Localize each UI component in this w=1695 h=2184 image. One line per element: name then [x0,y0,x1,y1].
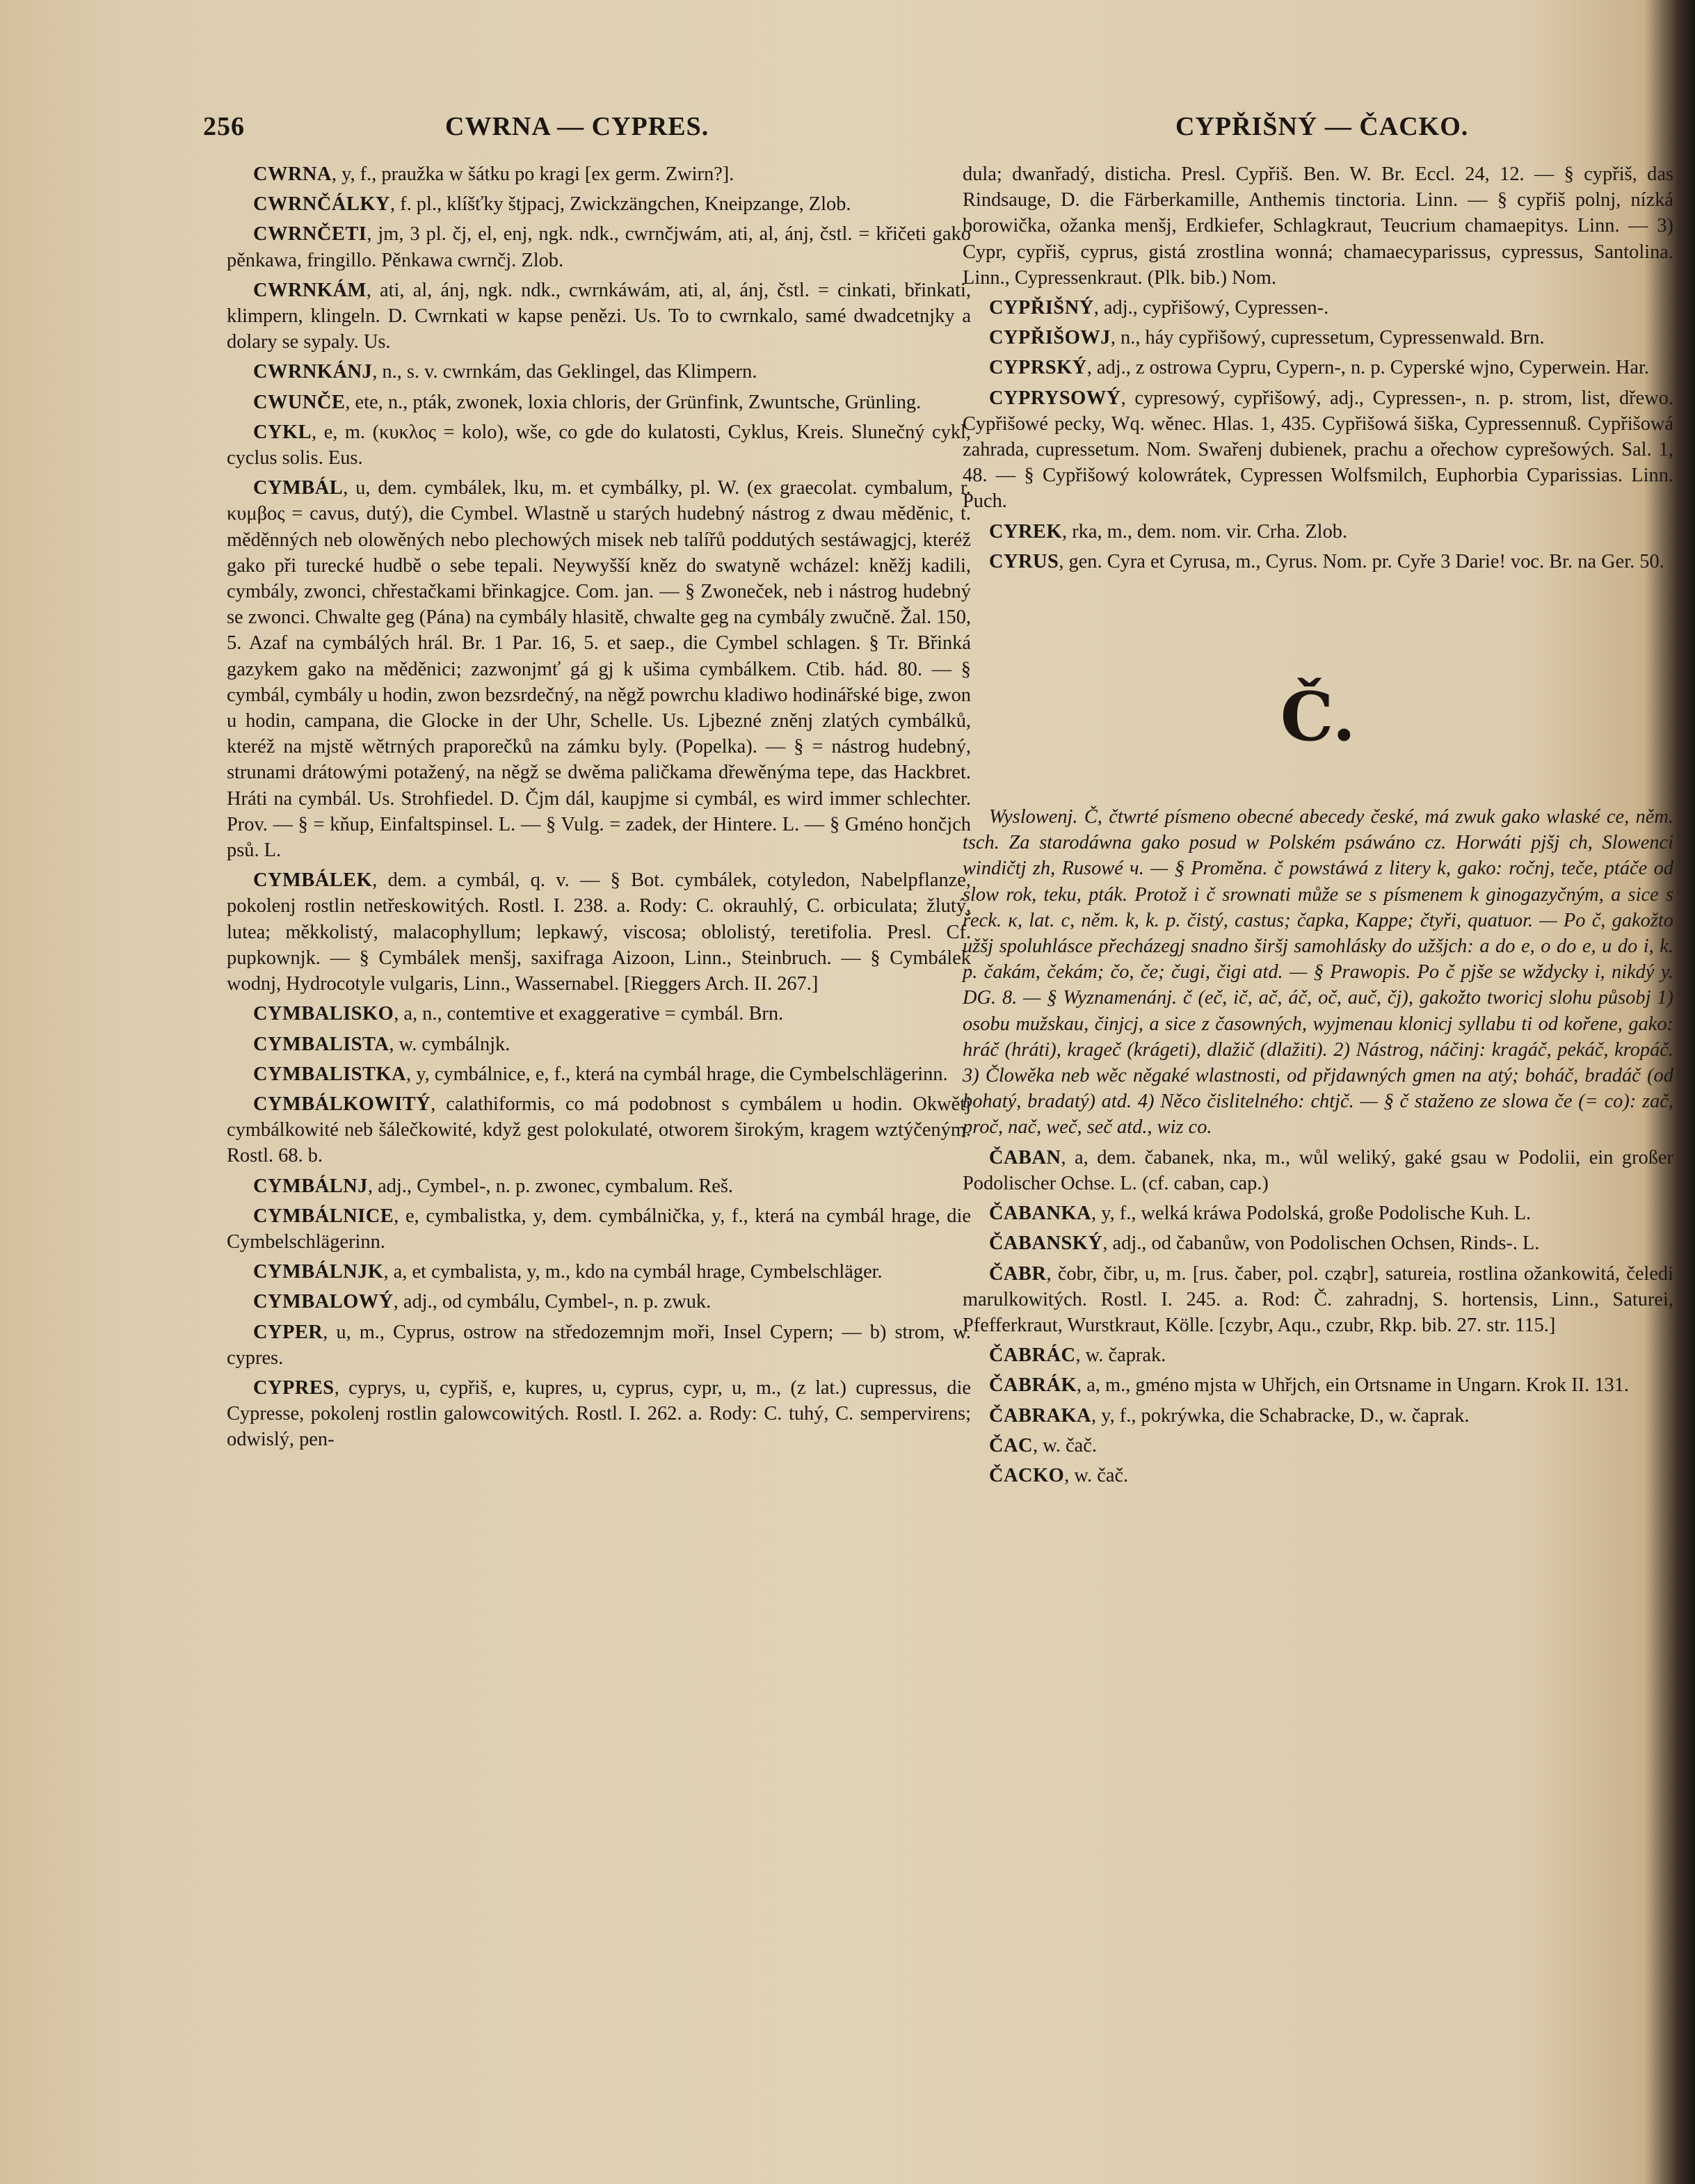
dictionary-entry [963,1145,1673,1196]
dictionary-entry [963,1261,1673,1339]
dictionary-entry [227,1319,971,1371]
dictionary-entry [963,1342,1673,1368]
dictionary-entry [963,1403,1673,1429]
dictionary-entry [227,278,971,355]
dictionary-entry [963,1463,1673,1488]
entry-headword: CYREK [989,520,1063,543]
entry-headword: CYMBALISTKA [253,1063,407,1085]
entry-headword: CYMBÁLEK [253,869,373,892]
dictionary-entry [963,355,1673,380]
dictionary-entry [963,1230,1673,1256]
entry-headword: ČABAN [989,1146,1061,1169]
dictionary-entry [963,1201,1673,1226]
dictionary-entry [227,1259,971,1285]
entry-headword: ČABRAKA [989,1404,1092,1427]
entry-headword: CYPRYSOWÝ [989,387,1121,409]
dictionary-entry [963,385,1673,515]
dictionary-entry [227,1001,971,1027]
entry-text: , rka, m., dem. nom. vir. Crha. Zlob. [1062,520,1348,543]
dictionary-entry [963,549,1673,575]
entry-text: , adj., z ostrowa Cypru, Cypern-, n. p. Cyperské wjno, Cyperwein. Har. [1086,357,1649,379]
entry-headword: CYPRES [253,1376,335,1399]
entry-headword: CYMBÁLKOWITÝ [253,1093,431,1115]
right-running-head: CYPŘIŠNÝ — ČACKO. [1175,112,1469,141]
section-letter: Č. [1280,677,1356,757]
dictionary-entry [227,419,971,471]
left-column [227,161,971,1457]
entry-headword: CYPRSKÝ [989,357,1087,379]
dictionary-entry [227,867,971,997]
dictionary-entry [227,1375,971,1453]
entry-headword: CYMBALISKO [253,1003,394,1025]
entry-text: , adj., cypřišowý, Cypressen-. [1093,297,1329,319]
entry-text: , y, cymbálnice, e, f., která na cymbál hrage, die Cymbelschlägerinn. [406,1063,948,1085]
entry-headword: CWRNČETI [253,223,367,246]
entry-text: , ete, n., pták, zwonek, loxia chloris, der Grünfink, Zwuntsche, Grünling. [345,391,922,413]
entry-text: , f. pl., klíšťky štjpacj, Zwickzängchen, Kneipzange, Zlob. [389,193,851,216]
entry-headword: CYPŘIŠNÝ [989,297,1094,319]
dictionary-entry [227,359,971,385]
entry-text: , cypresowý, cypřišowý, adj., Cypressen-, n. p. strom, list, dřewo. Cypřišowé pecky, Wq. wěnec. Hlas. 1, 435. Cypřišowá šiška, Cypressennuß. Cypřišowá zahrada, cupressetum. Nom. Swařenj dubienek, prachu a ořechow cyprešowých. Sal. 1, 48. — § Cypřišowý kolowrátek, Cypressen Wolfsmilch, Euphorbia Cyparissias. Linn. Puch. [963,387,1673,513]
dictionary-entry [963,161,1673,291]
dictionary-entry [227,390,971,415]
entry-text: , y, f., praužka w šátku po kragi [ex germ. Zwirn?]. [331,163,734,185]
entry-text: , a, et cymbalista, y, m., kdo na cymbál hrage, Cymbelschläger. [383,1261,883,1283]
entry-headword: ČABR [989,1262,1047,1285]
entry-headword: CWRNKÁNJ [253,361,373,383]
dictionary-entry [227,1289,971,1315]
entry-text: , a, dem. čabanek, nka, m., wůl weliký, gaké gsau w Podolii, ein großer Podolischer Ochse. L. (cf. caban, cap.) [963,1146,1673,1194]
right-column-top-entries [963,161,1673,575]
entry-headword: CYPŘIŠOWJ [989,327,1111,349]
dictionary-entry [227,191,971,217]
entry-text: , e, cymbalistka, y, dem. cymbálnička, y, f., která na cymbál hrage, die Cymbelschlägerinn. [227,1205,971,1253]
entry-headword: CYMBALOWÝ [253,1291,394,1313]
right-column [963,161,1673,1493]
left-running-head: CWRNA — CYPRES. [445,112,709,141]
entry-text: , adj., od cymbálu, Cymbel-, n. p. zwuk. [393,1291,712,1313]
entry-headword: CYKL [253,421,312,443]
entry-headword: CWUNČE [253,391,346,413]
entry-headword: CWRNA [253,163,332,185]
dictionary-entry [227,221,971,273]
entry-text: , cyprys, u, cypřiš, e, kupres, u, cyprus, cypr, u, m., (z lat.) cupressus, die Cypresse, pokolenj rostlin galowcowitých. Rostl. I. 262. a. Rody: C. tuhý, C. sempervirens; odwislý, pen- [227,1376,971,1451]
entry-text: , adj., od čabanůw, von Podolischen Ochsen, Rinds-. L. [1102,1232,1540,1255]
entry-headword: CYMBÁLNJ [253,1175,368,1197]
entry-text: , e, m. (κυκλος = kolo), wše, co gde do kulatosti, Cyklus, Kreis. Slunečný cykl, cyclus solis. Eus. [227,421,971,469]
entry-text: , u, dem. cymbálek, lku, m. et cymbálky, pl. W. (ex graecolat. cymbalum, r. κυμβος = cavus, dutý), die Cymbel. Wlastně u starých hudebný nástrog z dwau měděnic, t. měděnných neb olowěných nebo plechowých misek neb talířů poddutých sestáwagjcj, kteréž gako při turecké hudbě o sebe tepali. Neywyšší kněz do swatyně wcházel: kněžj kadili, cymbály, zwonci, chřestačkami břinkagjce. Com. jan. — § Zwoneček, neb i nástrog hudebný se zwonci. Chwalte geg (Pána) na cymbály hlasitě, chwalte geg na cymbály zwučně. Žal. 150, 5. Azaf na cymbálých hrál. Br. 1 Par. 16, 5. et saep., die Cymbel schlagen. § Tr. Břinká gazykem gako na měděnici; zazwonjmť gá gj k ušima cymbálkem. Ctib. hád. 80. — § cymbál, cymbály u hodin, zwon bezsrdečný, na něgž powrchu kladiwo hodinářské bige, zwon u hodin, campana, die Glocke in der Uhr, Schelle. Us. Ljbezné zněnj zlatých cymbálků, kteréž na mjstě wětrných praporečků na zámku byly. (Popelka). — § = nástrog hudebný, strunami drátowými potažený, na něgž se dwěma paličkama dřewěnýma tepe, das Hackbret. Hráti na cymbál. Us. Strohfiedel. D. Čjm dál, kaupjme si cymbál, es wird immer schlechter. Prov. — § = kňup, Einfaltspinsel. L. — § Vulg. = zadek, der Hintere. L. — § Gméno hončjch psů. L. [227,477,971,862]
dictionary-entry [227,475,971,863]
entry-text: , adj., Cymbel-, n. p. zwonec, cymbalum. Reš. [367,1175,734,1197]
dictionary-entry [227,161,971,187]
entry-text: , w. čač. [1064,1464,1129,1486]
entry-headword: ČAC [989,1434,1034,1456]
dictionary-entry [963,325,1673,351]
entry-text: dula; dwanřadý, disticha. Presl. Cypřiš. Ben. W. Br. Eccl. 24, 12. — § cypřiš, das Rindsauge, D. die Färberkamille, Anthemis tinctoria. Linn. — § cypřiš polnj, nízká borowička, ožanka menšj, Erdkiefer, Schlagkraut, Teucrium chamaepitys. Linn. — 3) Cypr, cypřiš, cyprus, gistá zrostlina wonná; chamaecyparissus, cypressus, Santolina. Linn., Cypressenkraut. (Plk. bib.) Nom. [963,163,1673,289]
entry-text: , y, f., pokrýwka, die Schabracke, D., w. čaprak. [1091,1404,1470,1427]
entry-headword: CYMBÁLNICE [253,1205,394,1227]
dictionary-entry [227,1203,971,1255]
entry-text: , a, n., contemtive et exaggerative = cymbál. Brn. [394,1003,784,1025]
entry-headword: ČABANSKÝ [989,1232,1103,1255]
dictionary-entry [963,295,1673,321]
entry-headword: CWRNKÁM [253,279,367,301]
dictionary-entry [227,1061,971,1087]
entry-headword: CYRUS [989,550,1059,572]
entry-headword: CYPER [253,1321,323,1343]
dictionary-entry [227,1173,971,1199]
entry-text: , a, m., gméno mjsta w Uhřjch, ein Ortsname in Ungarn. Krok II. 131. [1077,1374,1630,1397]
entry-text: , w. čač. [1033,1434,1097,1456]
entry-headword: CYMBÁL [253,477,344,499]
dictionary-entry [963,519,1673,545]
entry-text: , calathiformis, co má podobnost s cymbálem u hodin. Okwětj cymbálkowité neb šálečkowité, když gest polokulaté, otworem širokým, kragem wztýčeným. Rostl. 68. b. [227,1093,971,1167]
section-introduction: Wyslowenj. Č, čtwrté písmeno obecné abecedy české, má zwuk gako wlaské ce, něm. tsch. Za starodáwna gako posud w Polském psáwáno cz. Horwáti pjšj ch, Slowenci windičtj zh, Rusowé ч. — § Proměna. č powstáwá z litery k, gako: ročnj, teče, ptáče od slow rok, teku, pták. Protož i č srownati může se s písmenem k ginogazyčným, a sice s řeck. κ, lat. c, něm. k, k. p. čistý, castus; čapka, Kappe; čtyři, quatuor. — Po č, gakožto užšj spoluhlásce přecházegj snadno širšj samohlásky do užšjch: a do e, o do e, u do i, k. p. čakám, čekám; čo, če; čugi, čigi atd. — § Prawopis. Po č pjše se wždycky i, nikdý y. DG. 8. — § Wyznamenánj. č (eč, ič, ač, áč, oč, auč, čj), gakožto tworicj slohu působj 1) osobu mužskau, činjcj, a sice z časowných, wyjmenau klonicj syllabu ti od kořene, gako: hráč (hráti), krageč (krágeti), dlažič (dlažiti). 2) Nástrog, náčinj: kragáč, pekáč, kropáč. 3) Člowěka neb wěc něgaké wlastnosti, od přjdawných gmen na atý; boháč, bradáč (od bohatý, bradatý) atd. 4) Něco čislitelného: chtjč. — § č staženo ze slowa če (= co): zač, proč, nač, weč, seč atd., wiz co. [963,806,1673,1139]
entry-headword: ČABRÁC [989,1344,1076,1367]
entry-headword: CYMBALISTA [253,1033,389,1055]
entry-text: , dem. a cymbál, q. v. — § Bot. cymbálek, cotyledon, Nabelpflanze, pokolenj rostlin netřeskowitých. Rostl. I. 238. a. Rody: C. okrauhlý, C. orbiculata; žlutý, lutea; měkkolistý, malacophyllum; lepkawý, viscosa; oblolistý, teretifolia. Presl. Cf. pupkownjk. — § Cymbálek menšj, saxifraga Aizoon, Linn., Steinbruch. — § Cymbálek wodnj, Hydrocotyle vulgaris, Linn., Wassernabel. [Rieggers Arch. II. 267.] [227,869,971,995]
entry-text: , n., s. v. cwrnkám, das Geklingel, das Klimpern. [372,361,757,383]
dictionary-entry [963,1372,1673,1398]
entry-text: , w. čaprak. [1075,1344,1166,1367]
entry-headword: CWRNČÁLKY [253,193,390,216]
entry-text: , ati, al, ánj, ngk. ndk., cwrnkáwám, ati, al, ánj, čstl. = cinkati, břinkati, klimpern, klingeln. D. Cwrnkati w kapse penězi. Us. To to cwrnkalo, samé dwadcetnjky a dolary se sypaly. Us. [227,279,971,353]
right-column-bottom-entries [963,1145,1673,1488]
dictionary-entry [963,1433,1673,1459]
dictionary-entry [227,1031,971,1057]
entry-text: , n., háy cypřišowý, cupressetum, Cypressenwald. Brn. [1110,327,1545,349]
dictionary-entry [227,1091,971,1169]
entry-text: , w. cymbálnjk. [389,1033,511,1055]
entry-headword: ČACKO [989,1464,1065,1486]
entry-headword: CYMBÁLNJK [253,1261,384,1283]
entry-text: , gen. Cyra et Cyrusa, m., Cyrus. Nom. pr. Cyře 3 Darie! voc. Br. na Ger. 50. [1059,550,1664,572]
entry-text: , y, f., welká kráwa Podolská, große Podolische Kuh. L. [1091,1203,1532,1225]
entry-text: , čobr, čibr, u, m. [rus. čaber, pol. cząbr], satureia, rostlina ožankowitá, čeledi marulkowitých. Rostl. I. 245. a. Rod: Č. zahradnj, S. hortensis, Linn., Saturei, Pfefferkraut, Wurstkraut, Kölle. [czybr, Aqu., czubr, Rkp. bib. 27. str. 115.] [963,1262,1673,1336]
entry-text: , jm, 3 pl. čj, el, enj, ngk. ndk., cwrnčjwám, ati, al, ánj, čstl. = křičeti gako pěnkawa, fringillo. Pěnkawa cwrnčj. Zlob. [227,223,971,271]
page-number: 256 [203,112,245,141]
entry-text: , u, m., Cyprus, ostrow na středozemnjm moři, Insel Cypern; — b) strom, w. cypres. [227,1321,971,1369]
entry-headword: ČABRÁK [989,1374,1077,1397]
entry-headword: ČABANKA [989,1203,1092,1225]
